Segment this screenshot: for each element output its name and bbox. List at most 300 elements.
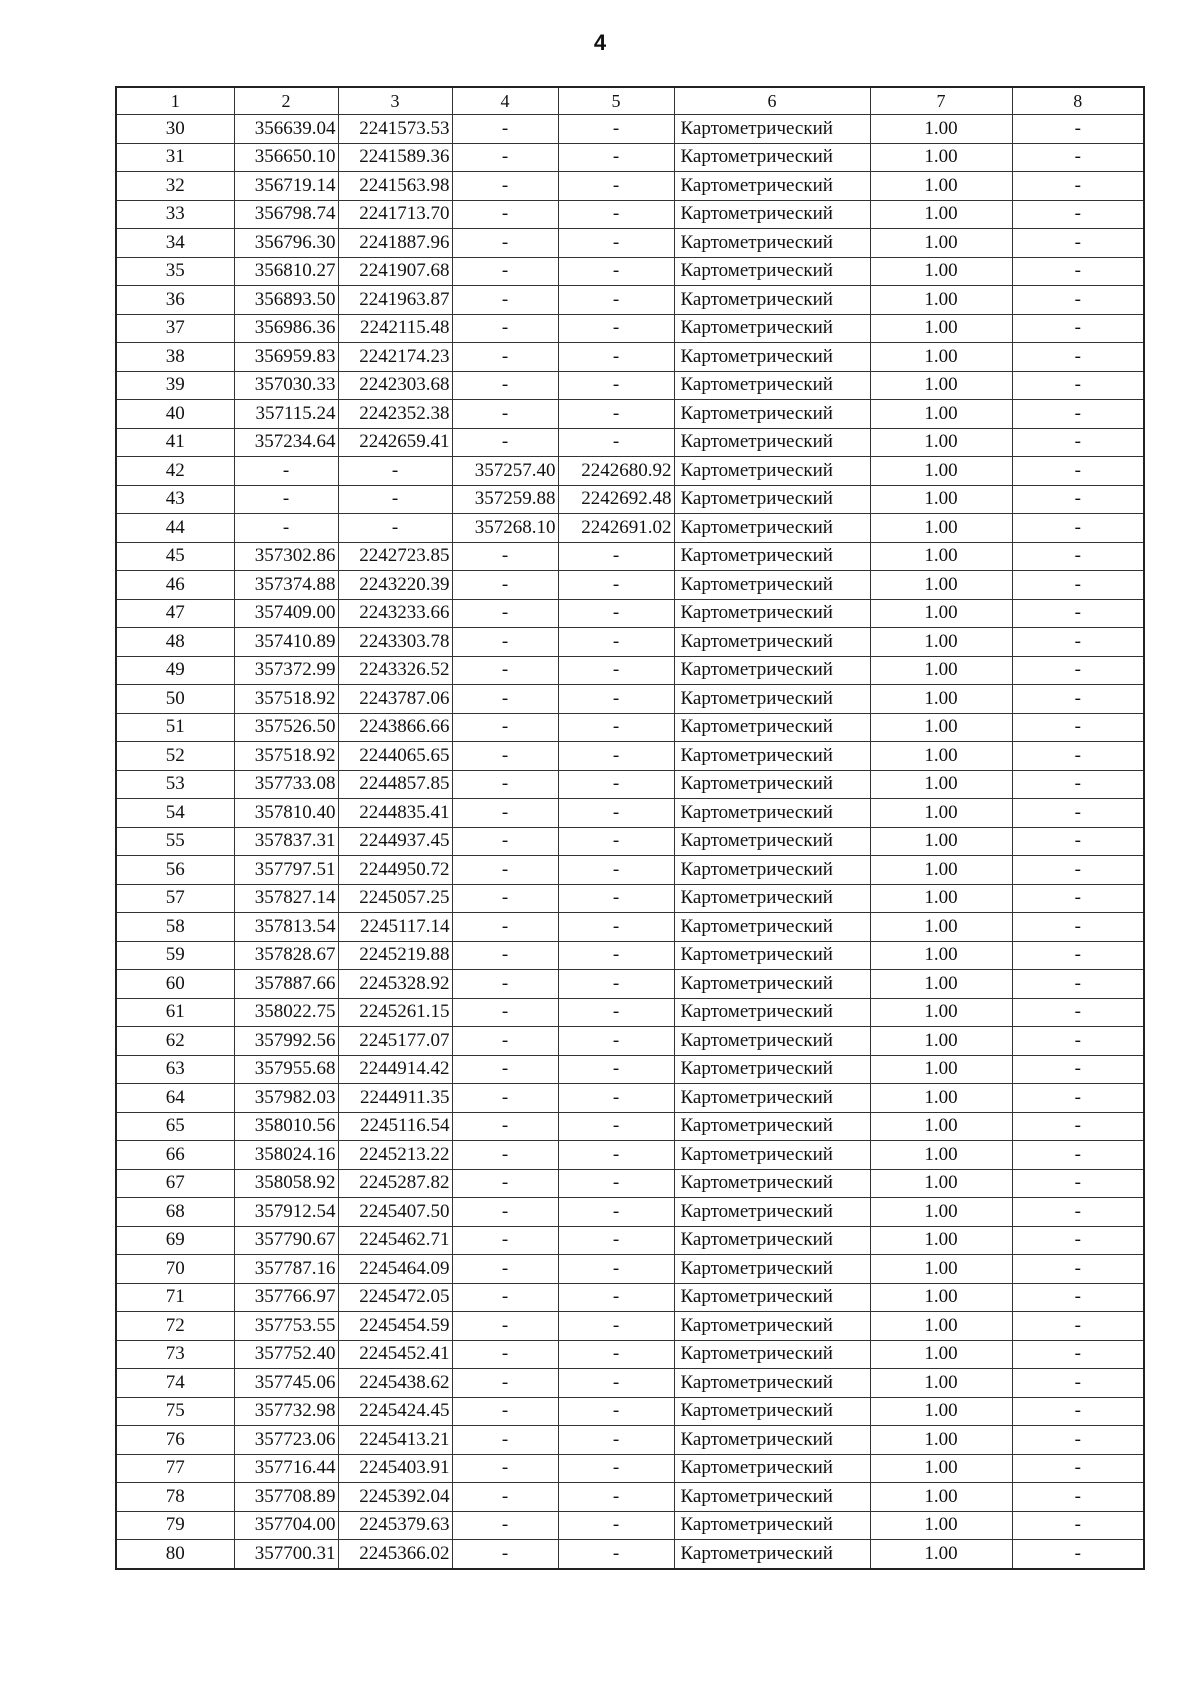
existing-x-cell: 357810.40 [234, 799, 338, 828]
point-number-cell: 47 [116, 599, 234, 628]
table-row [116, 1283, 1144, 1312]
existing-x-cell: 357766.97 [234, 1283, 338, 1312]
method-cell: Картометрический [674, 143, 870, 172]
accuracy-cell: 1.00 [870, 428, 1012, 457]
table-row [116, 1426, 1144, 1455]
description-cell: - [1012, 599, 1144, 628]
table-row [116, 799, 1144, 828]
new-x-cell: - [452, 172, 558, 201]
table-row [116, 913, 1144, 942]
point-number-cell: 41 [116, 428, 234, 457]
existing-y-cell: 2245403.91 [338, 1454, 452, 1483]
coordinates-table [115, 86, 1145, 1570]
table-row [116, 343, 1144, 372]
table-row [116, 1369, 1144, 1398]
method-cell: Картометрический [674, 884, 870, 913]
existing-y-cell: 2241563.98 [338, 172, 452, 201]
accuracy-cell: 1.00 [870, 998, 1012, 1027]
accuracy-cell: 1.00 [870, 1198, 1012, 1227]
accuracy-cell: 1.00 [870, 713, 1012, 742]
new-x-cell: - [452, 884, 558, 913]
point-number-cell: 58 [116, 913, 234, 942]
accuracy-cell: 1.00 [870, 571, 1012, 600]
point-number-cell: 73 [116, 1340, 234, 1369]
method-cell: Картометрический [674, 1369, 870, 1398]
existing-x-cell: 356719.14 [234, 172, 338, 201]
description-cell: - [1012, 884, 1144, 913]
point-number-cell: 65 [116, 1112, 234, 1141]
description-cell: - [1012, 1255, 1144, 1284]
existing-x-cell: 356959.83 [234, 343, 338, 372]
method-cell: Картометрический [674, 1169, 870, 1198]
accuracy-cell: 1.00 [870, 485, 1012, 514]
existing-y-cell: 2245379.63 [338, 1511, 452, 1540]
description-cell: - [1012, 514, 1144, 543]
existing-y-cell: 2242723.85 [338, 542, 452, 571]
method-cell: Картометрический [674, 1454, 870, 1483]
existing-x-cell: 357526.50 [234, 713, 338, 742]
table-row [116, 742, 1144, 771]
new-x-cell: - [452, 1141, 558, 1170]
description-cell: - [1012, 656, 1144, 685]
new-x-cell: - [452, 1397, 558, 1426]
new-y-cell: - [558, 1369, 674, 1398]
existing-x-cell: 358010.56 [234, 1112, 338, 1141]
existing-x-cell: 357753.55 [234, 1312, 338, 1341]
method-cell: Картометрический [674, 172, 870, 201]
method-cell: Картометрический [674, 827, 870, 856]
existing-y-cell: 2245454.59 [338, 1312, 452, 1341]
table-row [116, 200, 1144, 229]
existing-y-cell: 2244911.35 [338, 1084, 452, 1113]
table-row [116, 998, 1144, 1027]
existing-y-cell: 2242115.48 [338, 314, 452, 343]
new-y-cell: - [558, 314, 674, 343]
new-y-cell: - [558, 428, 674, 457]
new-y-cell: - [558, 542, 674, 571]
accuracy-cell: 1.00 [870, 913, 1012, 942]
new-x-cell: - [452, 970, 558, 999]
new-y-cell: - [558, 343, 674, 372]
existing-x-cell: 357827.14 [234, 884, 338, 913]
existing-y-cell: 2245413.21 [338, 1426, 452, 1455]
point-number-cell: 59 [116, 941, 234, 970]
existing-y-cell: 2244857.85 [338, 770, 452, 799]
new-y-cell: - [558, 143, 674, 172]
accuracy-cell: 1.00 [870, 1312, 1012, 1341]
table-row [116, 1511, 1144, 1540]
existing-x-cell: 357813.54 [234, 913, 338, 942]
new-x-cell: - [452, 1454, 558, 1483]
table-row [116, 685, 1144, 714]
existing-x-cell: 356986.36 [234, 314, 338, 343]
accuracy-cell: 1.00 [870, 628, 1012, 657]
existing-x-cell: 357374.88 [234, 571, 338, 600]
accuracy-cell: 1.00 [870, 1055, 1012, 1084]
existing-x-cell: 357030.33 [234, 371, 338, 400]
new-x-cell: - [452, 400, 558, 429]
description-cell: - [1012, 1283, 1144, 1312]
table-row [116, 1226, 1144, 1255]
table-row [116, 827, 1144, 856]
method-cell: Картометрический [674, 1340, 870, 1369]
table-row [116, 457, 1144, 486]
description-cell: - [1012, 1369, 1144, 1398]
point-number-cell: 64 [116, 1084, 234, 1113]
existing-x-cell: 357790.67 [234, 1226, 338, 1255]
method-cell: Картометрический [674, 998, 870, 1027]
table-row [116, 257, 1144, 286]
new-y-cell: - [558, 1198, 674, 1227]
point-number-cell: 80 [116, 1540, 234, 1569]
description-cell: - [1012, 485, 1144, 514]
existing-x-cell: 357723.06 [234, 1426, 338, 1455]
table-row [116, 1454, 1144, 1483]
point-number-cell: 70 [116, 1255, 234, 1284]
description-cell: - [1012, 970, 1144, 999]
point-number-cell: 62 [116, 1027, 234, 1056]
table-row [116, 314, 1144, 343]
table-row [116, 400, 1144, 429]
new-x-cell: 357257.40 [452, 457, 558, 486]
new-x-cell: 357259.88 [452, 485, 558, 514]
description-cell: - [1012, 229, 1144, 258]
existing-x-cell: 357409.00 [234, 599, 338, 628]
new-y-cell: - [558, 1454, 674, 1483]
accuracy-cell: 1.00 [870, 1255, 1012, 1284]
existing-y-cell: 2243303.78 [338, 628, 452, 657]
method-cell: Картометрический [674, 314, 870, 343]
existing-y-cell: 2244950.72 [338, 856, 452, 885]
new-x-cell: - [452, 1483, 558, 1512]
table-row [116, 970, 1144, 999]
table-row [116, 1141, 1144, 1170]
point-number-cell: 48 [116, 628, 234, 657]
existing-y-cell: 2245261.15 [338, 998, 452, 1027]
description-cell: - [1012, 1027, 1144, 1056]
method-cell: Картометрический [674, 1426, 870, 1455]
new-y-cell: - [558, 257, 674, 286]
description-cell: - [1012, 1312, 1144, 1341]
description-cell: - [1012, 1397, 1144, 1426]
table-row [116, 172, 1144, 201]
point-number-cell: 37 [116, 314, 234, 343]
accuracy-cell: 1.00 [870, 1084, 1012, 1113]
existing-y-cell: 2245116.54 [338, 1112, 452, 1141]
existing-x-cell: 357797.51 [234, 856, 338, 885]
method-cell: Картометрический [674, 1226, 870, 1255]
new-y-cell: - [558, 1397, 674, 1426]
existing-x-cell: 357700.31 [234, 1540, 338, 1569]
description-cell: - [1012, 941, 1144, 970]
existing-y-cell: - [338, 457, 452, 486]
new-y-cell: - [558, 742, 674, 771]
new-y-cell: - [558, 1084, 674, 1113]
description-cell: - [1012, 1483, 1144, 1512]
description-cell: - [1012, 1540, 1144, 1569]
existing-x-cell: 357912.54 [234, 1198, 338, 1227]
description-cell: - [1012, 799, 1144, 828]
accuracy-cell: 1.00 [870, 1369, 1012, 1398]
accuracy-cell: 1.00 [870, 1454, 1012, 1483]
table-row [116, 628, 1144, 657]
method-cell: Картометрический [674, 628, 870, 657]
existing-y-cell: 2245213.22 [338, 1141, 452, 1170]
description-cell: - [1012, 913, 1144, 942]
existing-x-cell: 357372.99 [234, 656, 338, 685]
new-y-cell: - [558, 1112, 674, 1141]
description-cell: - [1012, 371, 1144, 400]
accuracy-cell: 1.00 [870, 970, 1012, 999]
existing-y-cell: 2245392.04 [338, 1483, 452, 1512]
method-cell: Картометрический [674, 1084, 870, 1113]
point-number-cell: 32 [116, 172, 234, 201]
table-row [116, 542, 1144, 571]
point-number-cell: 30 [116, 115, 234, 144]
accuracy-cell: 1.00 [870, 599, 1012, 628]
new-x-cell: - [452, 599, 558, 628]
column-header-1: 1 [116, 87, 234, 115]
new-x-cell: - [452, 913, 558, 942]
method-cell: Картометрический [674, 1255, 870, 1284]
new-x-cell: - [452, 1426, 558, 1455]
new-y-cell: - [558, 400, 674, 429]
existing-y-cell: - [338, 514, 452, 543]
point-number-cell: 57 [116, 884, 234, 913]
new-y-cell: - [558, 200, 674, 229]
new-y-cell: - [558, 286, 674, 315]
accuracy-cell: 1.00 [870, 1112, 1012, 1141]
method-cell: Картометрический [674, 1112, 870, 1141]
existing-y-cell: 2245328.92 [338, 970, 452, 999]
point-number-cell: 39 [116, 371, 234, 400]
existing-x-cell: - [234, 485, 338, 514]
point-number-cell: 38 [116, 343, 234, 372]
description-cell: - [1012, 713, 1144, 742]
new-y-cell: - [558, 913, 674, 942]
existing-x-cell: 357410.89 [234, 628, 338, 657]
new-x-cell: - [452, 1027, 558, 1056]
existing-y-cell: 2241589.36 [338, 143, 452, 172]
new-x-cell: - [452, 1169, 558, 1198]
accuracy-cell: 1.00 [870, 1340, 1012, 1369]
existing-y-cell: 2245462.71 [338, 1226, 452, 1255]
point-number-cell: 63 [116, 1055, 234, 1084]
new-x-cell: - [452, 742, 558, 771]
new-x-cell: - [452, 286, 558, 315]
new-x-cell: - [452, 1226, 558, 1255]
table-row [116, 115, 1144, 144]
new-x-cell: - [452, 1283, 558, 1312]
accuracy-cell: 1.00 [870, 514, 1012, 543]
point-number-cell: 31 [116, 143, 234, 172]
point-number-cell: 77 [116, 1454, 234, 1483]
accuracy-cell: 1.00 [870, 115, 1012, 144]
method-cell: Картометрический [674, 913, 870, 942]
description-cell: - [1012, 628, 1144, 657]
existing-y-cell: 2245177.07 [338, 1027, 452, 1056]
method-cell: Картометрический [674, 599, 870, 628]
table-row [116, 1169, 1144, 1198]
new-y-cell: - [558, 115, 674, 144]
accuracy-cell: 1.00 [870, 1483, 1012, 1512]
existing-x-cell: 357115.24 [234, 400, 338, 429]
new-x-cell: - [452, 1112, 558, 1141]
point-number-cell: 34 [116, 229, 234, 258]
existing-x-cell: 357732.98 [234, 1397, 338, 1426]
new-y-cell: - [558, 970, 674, 999]
method-cell: Картометрический [674, 1055, 870, 1084]
existing-x-cell: 356798.74 [234, 200, 338, 229]
method-cell: Картометрический [674, 856, 870, 885]
new-y-cell: - [558, 1141, 674, 1170]
new-y-cell: - [558, 1340, 674, 1369]
new-x-cell: - [452, 998, 558, 1027]
description-cell: - [1012, 1141, 1144, 1170]
table-row [116, 713, 1144, 742]
new-y-cell: - [558, 1055, 674, 1084]
column-header-3: 3 [338, 87, 452, 115]
method-cell: Картометрический [674, 1483, 870, 1512]
column-header-6: 6 [674, 87, 870, 115]
existing-y-cell: 2241713.70 [338, 200, 452, 229]
accuracy-cell: 1.00 [870, 799, 1012, 828]
existing-y-cell: 2241907.68 [338, 257, 452, 286]
description-cell: - [1012, 685, 1144, 714]
description-cell: - [1012, 571, 1144, 600]
new-x-cell: - [452, 542, 558, 571]
description-cell: - [1012, 1169, 1144, 1198]
new-x-cell: - [452, 941, 558, 970]
accuracy-cell: 1.00 [870, 656, 1012, 685]
point-number-cell: 56 [116, 856, 234, 885]
accuracy-cell: 1.00 [870, 286, 1012, 315]
method-cell: Картометрический [674, 1312, 870, 1341]
method-cell: Картометрический [674, 400, 870, 429]
new-x-cell: - [452, 1084, 558, 1113]
new-x-cell: - [452, 1340, 558, 1369]
existing-y-cell: 2242174.23 [338, 343, 452, 372]
method-cell: Картометрический [674, 286, 870, 315]
method-cell: Картометрический [674, 742, 870, 771]
new-x-cell: - [452, 1198, 558, 1227]
point-number-cell: 71 [116, 1283, 234, 1312]
new-x-cell: - [452, 371, 558, 400]
accuracy-cell: 1.00 [870, 257, 1012, 286]
accuracy-cell: 1.00 [870, 1426, 1012, 1455]
new-x-cell: - [452, 1255, 558, 1284]
accuracy-cell: 1.00 [870, 371, 1012, 400]
point-number-cell: 50 [116, 685, 234, 714]
table-row [116, 428, 1144, 457]
description-cell: - [1012, 742, 1144, 771]
existing-x-cell: 357887.66 [234, 970, 338, 999]
existing-y-cell: 2243866.66 [338, 713, 452, 742]
existing-x-cell: 357518.92 [234, 685, 338, 714]
existing-y-cell: 2242303.68 [338, 371, 452, 400]
existing-y-cell: 2241887.96 [338, 229, 452, 258]
existing-y-cell: 2245057.25 [338, 884, 452, 913]
new-y-cell: - [558, 1226, 674, 1255]
method-cell: Картометрический [674, 941, 870, 970]
accuracy-cell: 1.00 [870, 1027, 1012, 1056]
new-y-cell: - [558, 1027, 674, 1056]
table-row [116, 1112, 1144, 1141]
page-number: 4 [593, 30, 607, 55]
table-row [116, 1055, 1144, 1084]
description-cell: - [1012, 827, 1144, 856]
column-header-8: 8 [1012, 87, 1144, 115]
table-row [116, 1027, 1144, 1056]
existing-x-cell: 357234.64 [234, 428, 338, 457]
accuracy-cell: 1.00 [870, 1511, 1012, 1540]
method-cell: Картометрический [674, 656, 870, 685]
accuracy-cell: 1.00 [870, 742, 1012, 771]
existing-y-cell: 2241963.87 [338, 286, 452, 315]
point-number-cell: 78 [116, 1483, 234, 1512]
method-cell: Картометрический [674, 1540, 870, 1569]
existing-x-cell: 357704.00 [234, 1511, 338, 1540]
point-number-cell: 36 [116, 286, 234, 315]
existing-y-cell: 2244914.42 [338, 1055, 452, 1084]
method-cell: Картометрический [674, 713, 870, 742]
accuracy-cell: 1.00 [870, 1226, 1012, 1255]
table-row [116, 1312, 1144, 1341]
new-y-cell: - [558, 770, 674, 799]
existing-y-cell: 2245219.88 [338, 941, 452, 970]
accuracy-cell: 1.00 [870, 1141, 1012, 1170]
method-cell: Картометрический [674, 115, 870, 144]
new-y-cell: - [558, 685, 674, 714]
method-cell: Картометрический [674, 970, 870, 999]
existing-y-cell: 2244065.65 [338, 742, 452, 771]
new-y-cell: 2242680.92 [558, 457, 674, 486]
new-x-cell: - [452, 827, 558, 856]
accuracy-cell: 1.00 [870, 1169, 1012, 1198]
new-x-cell: - [452, 1369, 558, 1398]
column-header-4: 4 [452, 87, 558, 115]
existing-y-cell: 2243220.39 [338, 571, 452, 600]
new-y-cell: - [558, 1511, 674, 1540]
new-y-cell: - [558, 1540, 674, 1569]
description-cell: - [1012, 1511, 1144, 1540]
existing-x-cell: 356796.30 [234, 229, 338, 258]
method-cell: Картометрический [674, 1511, 870, 1540]
new-y-cell: - [558, 1312, 674, 1341]
method-cell: Картометрический [674, 799, 870, 828]
existing-y-cell: 2244835.41 [338, 799, 452, 828]
existing-x-cell: 357752.40 [234, 1340, 338, 1369]
description-cell: - [1012, 1340, 1144, 1369]
existing-y-cell: 2245438.62 [338, 1369, 452, 1398]
existing-x-cell: 356650.10 [234, 143, 338, 172]
accuracy-cell: 1.00 [870, 343, 1012, 372]
point-number-cell: 61 [116, 998, 234, 1027]
existing-x-cell: 357518.92 [234, 742, 338, 771]
existing-x-cell: 357787.16 [234, 1255, 338, 1284]
new-y-cell: - [558, 229, 674, 258]
point-number-cell: 45 [116, 542, 234, 571]
description-cell: - [1012, 856, 1144, 885]
new-y-cell: - [558, 827, 674, 856]
table-row [116, 856, 1144, 885]
accuracy-cell: 1.00 [870, 770, 1012, 799]
description-cell: - [1012, 1198, 1144, 1227]
point-number-cell: 54 [116, 799, 234, 828]
new-x-cell: - [452, 656, 558, 685]
description-cell: - [1012, 286, 1144, 315]
description-cell: - [1012, 998, 1144, 1027]
